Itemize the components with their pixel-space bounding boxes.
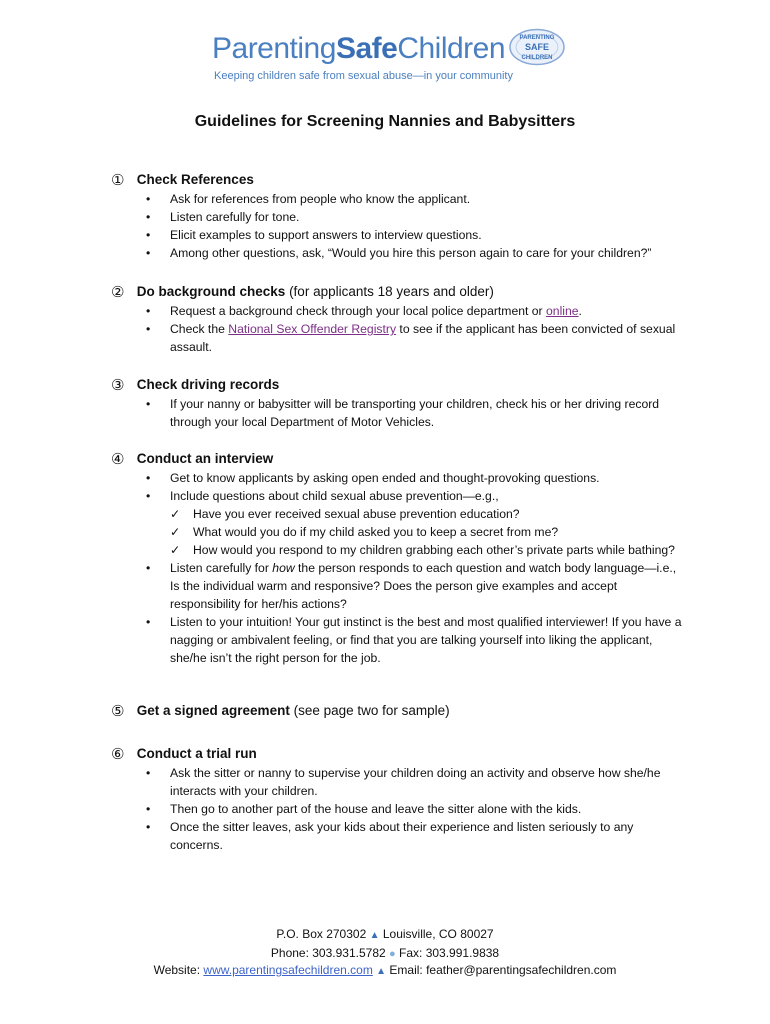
section-heading-text: Conduct a trial run xyxy=(136,746,257,761)
online-link[interactable]: online xyxy=(546,304,579,318)
section-heading-text: Conduct an interview xyxy=(136,451,274,466)
list-item: • Get to know applicants by asking open ended and thought-provoking questions. xyxy=(146,471,600,485)
svg-text:CHILDREN: CHILDREN xyxy=(521,55,553,61)
list-item: • Elicit examples to support answers to interview questions. xyxy=(146,228,482,242)
section-heading-trial-run xyxy=(111,745,257,762)
section-number: ① xyxy=(111,172,125,189)
checkmark-icon: ✓ xyxy=(170,543,181,557)
circle-icon: ● xyxy=(389,948,396,960)
list-item: • Listen carefully for tone. xyxy=(146,210,300,224)
section-heading-background-checks xyxy=(111,283,494,300)
section-heading-text: Get a signed agreement xyxy=(136,703,290,718)
trial-run-list xyxy=(146,764,686,854)
logo-tagline: Keeping children safe from sexual abuse—in your community xyxy=(214,70,513,82)
section-heading-note: (see page two for sample) xyxy=(289,703,450,718)
document-title: Guidelines for Screening Nannies and Babysitters xyxy=(194,113,576,130)
logo-wordmark xyxy=(212,32,505,66)
section-heading-driving-records xyxy=(111,376,279,393)
conduct-interview-list xyxy=(146,469,686,667)
list-item: • Listen carefully for how the person responds to each question and watch body language—i.e., Is the individual warm and responsive? Does the person give examples and accept responsibility for her/his actions? xyxy=(146,561,677,611)
footer-phone: Phone: 303.931.5782 ● Fax: 303.991.9838 xyxy=(270,946,500,960)
section-heading-signed-agreement xyxy=(111,702,450,719)
check-item: ✓ How would you respond to my children grabbing each other’s private parts while bathing? xyxy=(170,543,675,557)
logo-part-safe: Safe xyxy=(335,32,398,65)
list-item: • Then go to another part of the house and leave the sitter alone with the kids. xyxy=(146,802,582,816)
list-item: • Listen to your intuition! Your gut instinct is the best and most qualified interviewer! If you have a nagging or ambivalent feeling, or find that you are talking yourself into liking the applicant, she/he isn’t the right person for the job. xyxy=(146,615,682,665)
section-heading-text: Check driving records xyxy=(136,377,280,392)
driving-records-list xyxy=(146,395,686,431)
list-item: • Check the National Sex Offender Registry to see if the applicant has been convicted of sexual assault. xyxy=(146,322,676,354)
list-item: • If your nanny or babysitter will be transporting your children, check his or her driving record through your local Department of Motor Vehicles. xyxy=(146,397,660,429)
seal-icon xyxy=(508,28,566,66)
section-heading-conduct-interview xyxy=(111,450,273,467)
section-heading-check-references xyxy=(111,171,254,188)
section-heading-note: (for applicants 18 years and older) xyxy=(285,284,494,299)
background-checks-list xyxy=(146,302,686,356)
footer-contact: Website: www.parentingsafechildren.com ▲ Email: feather@parentingsafechildren.com xyxy=(153,963,617,977)
section-number: ⑤ xyxy=(111,703,125,720)
triangle-icon: ▲ xyxy=(376,966,387,977)
list-item: • Include questions about child sexual abuse prevention—e.g., ✓ Have you ever received sexual abuse prevention education? ✓ What would you do if my child asked you to keep a secret from me? ✓ How would you respond to my children grabbing each other’s private parts while bathing? xyxy=(146,487,686,559)
checkmark-icon: ✓ xyxy=(170,525,181,539)
section-number: ② xyxy=(111,284,125,301)
svg-text:SAFE: SAFE xyxy=(524,42,550,52)
list-item: • Once the sitter leaves, ask your kids about their experience and listen seriously to any concerns. xyxy=(146,820,634,852)
svg-text:PARENTING: PARENTING xyxy=(519,35,555,41)
list-item: • Ask the sitter or nanny to supervise your children doing an activity and observe how she/he interacts with your children. xyxy=(146,766,661,798)
triangle-icon: ▲ xyxy=(369,930,380,941)
check-references-list xyxy=(146,190,686,262)
section-heading-text: Do background checks xyxy=(136,284,286,299)
list-item: • Among other questions, ask, “Would you hire this person again to care for your children?” xyxy=(146,246,652,260)
list-item: • Request a background check through your local police department or online. xyxy=(146,304,582,318)
section-number: ④ xyxy=(111,451,125,468)
checkmark-icon: ✓ xyxy=(170,507,181,521)
logo-part-parenting: Parenting xyxy=(212,32,336,65)
section-number: ⑥ xyxy=(111,746,125,763)
section-heading-text: Check References xyxy=(136,172,254,187)
section-number: ③ xyxy=(111,377,125,394)
check-item: ✓ Have you ever received sexual abuse prevention education? xyxy=(170,507,520,521)
email-text: Email: feather@parentingsafechildren.com xyxy=(389,963,617,977)
footer-address: P.O. Box 270302 ▲ Louisville, CO 80027 xyxy=(276,927,494,941)
list-item: • Ask for references from people who know the applicant. xyxy=(146,192,471,206)
check-item: ✓ What would you do if my child asked you to keep a secret from me? xyxy=(170,525,559,539)
brand-logo xyxy=(212,32,572,88)
logo-part-children: Children xyxy=(397,32,506,65)
interview-questions-list xyxy=(170,505,686,559)
website-link[interactable]: www.parentingsafechildren.com xyxy=(203,963,373,977)
sex-offender-registry-link[interactable]: National Sex Offender Registry xyxy=(228,322,397,336)
